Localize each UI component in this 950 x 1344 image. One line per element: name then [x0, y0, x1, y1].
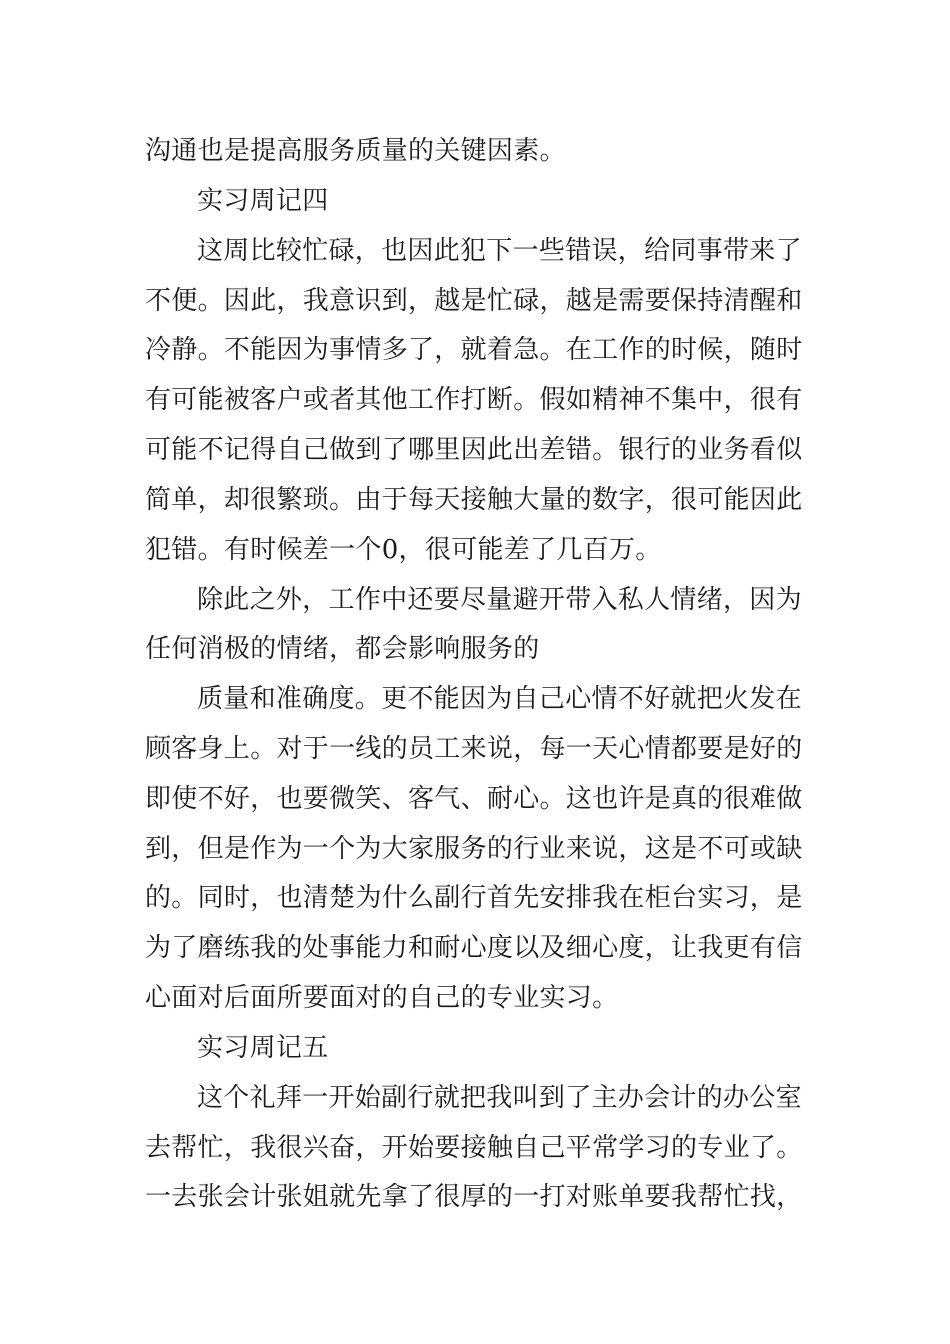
text-line: 犯错。有时候差一个0，很可能差了几百万。: [145, 535, 662, 565]
section-heading: 实习周记四: [197, 186, 329, 216]
text-line: 即使不好，也要微笑、客气、耐心。这也许是真的很难做: [145, 784, 803, 814]
paragraph-line: 这个礼拜一开始副行就把我叫到了主办会计的办公室: [197, 1083, 802, 1113]
paragraph-line: 除此之外，工作中还要尽量避开带入私人情绪，因为: [197, 585, 802, 615]
text-line: 到，但是作为一个为大家服务的行业来说，这是不可或缺: [145, 834, 803, 864]
text-line: 心面对后面所要面对的自己的专业实习。: [145, 983, 619, 1013]
text-line: 冷静。不能因为事情多了，就着急。在工作的时候，随时: [145, 335, 803, 365]
text-line: 任何消极的情绪，都会影响服务的: [145, 634, 540, 664]
text-line: 的。同时，也清楚为什么副行首先安排我在柜台实习，是: [145, 883, 803, 913]
paragraph-line: 质量和准确度。更不能因为自己心情不好就把火发在: [197, 684, 802, 714]
text-line: 有可能被客户或者其他工作打断。假如精神不集中，很有: [145, 385, 803, 415]
text-line: 沟通也是提高服务质量的关键因素。: [145, 136, 566, 166]
text-line: 简单，却很繁琐。由于每天接触大量的数字，很可能因此: [145, 485, 803, 515]
text-line: 去帮忙，我很兴奋，开始要接触自己平常学习的专业了。: [145, 1133, 803, 1163]
paragraph-line: 这周比较忙碌，也因此犯下一些错误，给同事带来了: [197, 236, 802, 266]
text-line: 顾客身上。对于一线的员工来说，每一天心情都要是好的: [145, 734, 803, 764]
text-line: 为了磨练我的处事能力和耐心度以及细心度，让我更有信: [145, 933, 803, 963]
text-line: 一去张会计张姐就先拿了很厚的一打对账单要我帮忙找，: [145, 1182, 803, 1212]
section-heading: 实习周记五: [197, 1033, 329, 1063]
text-line: 可能不记得自己做到了哪里因此出差错。银行的业务看似: [145, 435, 803, 465]
text-line: 不便。因此，我意识到，越是忙碌，越是需要保持清醒和: [145, 286, 803, 316]
